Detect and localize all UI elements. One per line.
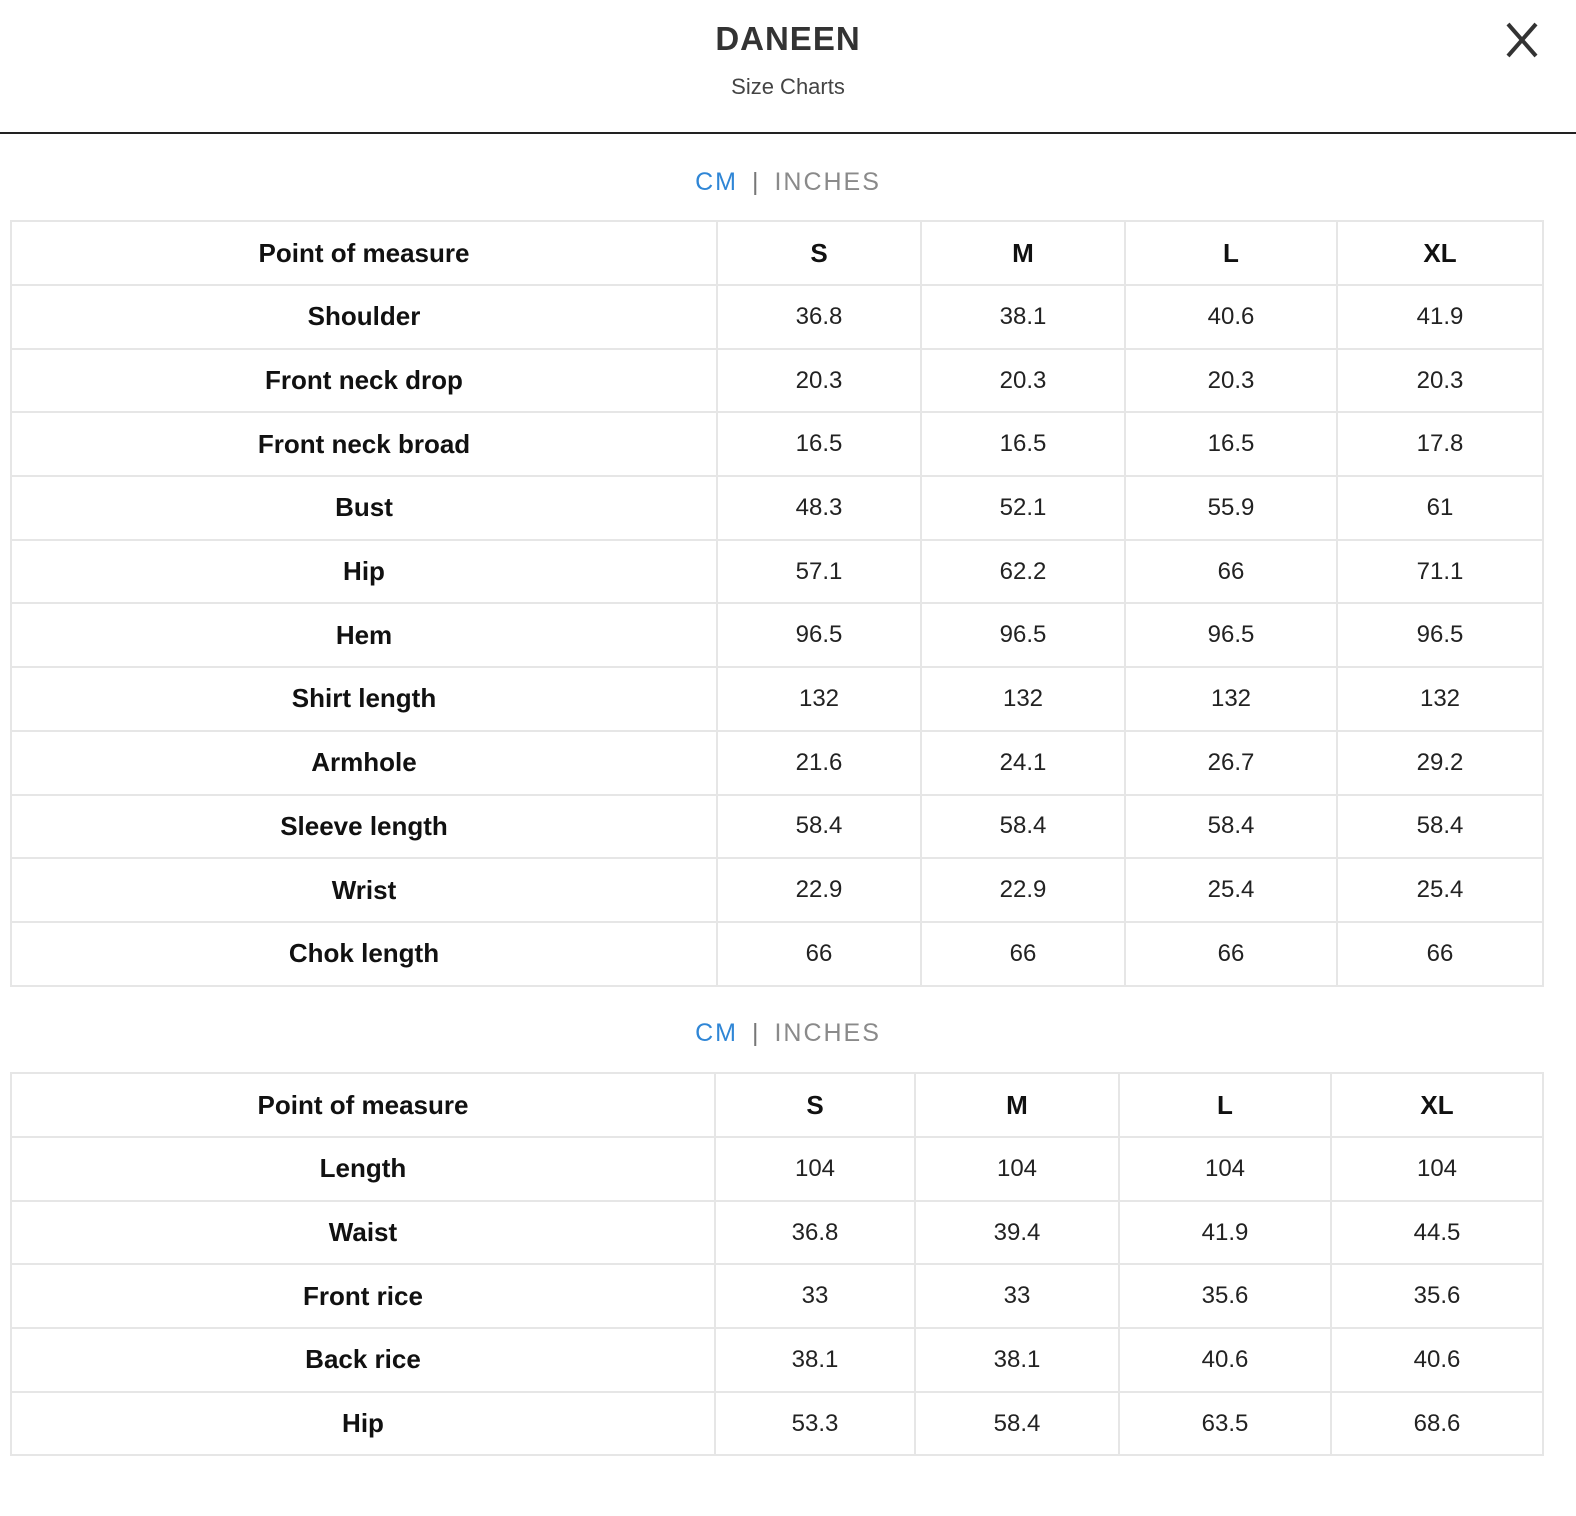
measure-label: Shirt length [11,667,717,731]
size-value: 96.5 [1337,603,1543,667]
size-value: 104 [1331,1137,1543,1201]
size-value: 68.6 [1331,1392,1543,1456]
table-row [11,349,1543,413]
measure-label: Armhole [11,731,717,795]
unit-inches-tab[interactable]: INCHES [774,1019,881,1047]
size-value: 35.6 [1331,1264,1543,1328]
measure-label: Shoulder [11,285,717,349]
measure-label: Length [11,1137,715,1201]
size-value: 63.5 [1119,1392,1331,1456]
size-value: 58.4 [717,795,921,859]
unit-separator: | [751,168,761,196]
size-value: 48.3 [717,476,921,540]
size-value: 132 [921,667,1125,731]
size-value: 96.5 [717,603,921,667]
size-value: 20.3 [1337,349,1543,413]
size-value: 96.5 [1125,603,1337,667]
size-value: 25.4 [1125,858,1337,922]
modal-subtitle: Size Charts [731,74,845,99]
unit-cm-tab[interactable]: CM [695,1019,738,1047]
size-value: 66 [1125,922,1337,986]
size-value: 24.1 [921,731,1125,795]
size-value: 21.6 [717,731,921,795]
size-value: 33 [715,1264,915,1328]
modal-header [0,0,1576,134]
measure-label: Hip [11,1392,715,1456]
size-value: 35.6 [1119,1264,1331,1328]
table-row [11,1264,1543,1328]
column-header-m: M [921,221,1125,285]
close-icon[interactable] [1500,18,1544,62]
table-body [11,285,1543,986]
size-value: 66 [1337,922,1543,986]
size-value: 58.4 [915,1392,1119,1456]
size-value: 39.4 [915,1201,1119,1265]
measure-label: Sleeve length [11,795,717,859]
size-value: 40.6 [1119,1328,1331,1392]
size-value: 38.1 [915,1328,1119,1392]
size-value: 22.9 [921,858,1125,922]
table-row [11,795,1543,859]
column-header-xl: XL [1337,221,1543,285]
size-value: 52.1 [921,476,1125,540]
size-value: 20.3 [717,349,921,413]
unit-cm-tab[interactable]: CM [695,168,738,196]
size-value: 53.3 [715,1392,915,1456]
size-value: 41.9 [1119,1201,1331,1265]
size-value: 33 [915,1264,1119,1328]
measure-label: Hip [11,540,717,604]
size-value: 71.1 [1337,540,1543,604]
size-value: 62.2 [921,540,1125,604]
size-value: 96.5 [921,603,1125,667]
measure-label: Back rice [11,1328,715,1392]
size-value: 36.8 [717,285,921,349]
size-value: 104 [915,1137,1119,1201]
table-body [11,1137,1543,1455]
table-header-row [11,1073,1543,1137]
close-button[interactable] [1500,18,1544,62]
table-row [11,858,1543,922]
measure-label: Front neck broad [11,412,717,476]
size-value: 66 [717,922,921,986]
table-row [11,1328,1543,1392]
measure-label: Wrist [11,858,717,922]
size-value: 44.5 [1331,1201,1543,1265]
size-value: 16.5 [1125,412,1337,476]
size-value: 20.3 [1125,349,1337,413]
size-value: 26.7 [1125,731,1337,795]
table-row [11,1392,1543,1456]
size-chart-top-table [10,220,1544,987]
brand-title: DANEEN [715,20,861,57]
size-value: 38.1 [921,285,1125,349]
size-value: 40.6 [1125,285,1337,349]
measure-label: Front rice [11,1264,715,1328]
size-value: 58.4 [1125,795,1337,859]
size-value: 132 [1125,667,1337,731]
unit-toggle-top [0,168,1576,197]
size-value: 61 [1337,476,1543,540]
size-value: 40.6 [1331,1328,1543,1392]
table-row [11,667,1543,731]
table-row [11,922,1543,986]
table-row [11,603,1543,667]
column-header-l: L [1119,1073,1331,1137]
unit-inches-tab[interactable]: INCHES [774,168,881,196]
size-value: 57.1 [717,540,921,604]
table-row [11,540,1543,604]
column-header-xl: XL [1331,1073,1543,1137]
size-value: 132 [717,667,921,731]
size-value: 25.4 [1337,858,1543,922]
size-value: 104 [715,1137,915,1201]
size-value: 58.4 [1337,795,1543,859]
table-row [11,731,1543,795]
size-value: 41.9 [1337,285,1543,349]
table-row [11,1137,1543,1201]
column-header-s: S [715,1073,915,1137]
size-value: 20.3 [921,349,1125,413]
column-header-l: L [1125,221,1337,285]
unit-separator: | [751,1019,761,1047]
measure-label: Hem [11,603,717,667]
size-chart-bottom-table [10,1072,1544,1456]
size-value: 17.8 [1337,412,1543,476]
column-header-m: M [915,1073,1119,1137]
size-value: 16.5 [921,412,1125,476]
size-value: 16.5 [717,412,921,476]
size-value: 36.8 [715,1201,915,1265]
size-value: 29.2 [1337,731,1543,795]
table-header-row [11,221,1543,285]
size-value: 55.9 [1125,476,1337,540]
unit-toggle-bottom [0,1019,1576,1048]
size-value: 132 [1337,667,1543,731]
column-header-s: S [717,221,921,285]
measure-label: Waist [11,1201,715,1265]
column-header-point-of-measure: Point of measure [11,221,717,285]
table-row [11,1201,1543,1265]
measure-label: Front neck drop [11,349,717,413]
size-value: 66 [1125,540,1337,604]
measure-label: Bust [11,476,717,540]
table-row [11,412,1543,476]
size-value: 58.4 [921,795,1125,859]
size-value: 22.9 [717,858,921,922]
table-row [11,285,1543,349]
size-value: 66 [921,922,1125,986]
column-header-point-of-measure: Point of measure [11,1073,715,1137]
size-value: 38.1 [715,1328,915,1392]
size-value: 104 [1119,1137,1331,1201]
table-row [11,476,1543,540]
measure-label: Chok length [11,922,717,986]
